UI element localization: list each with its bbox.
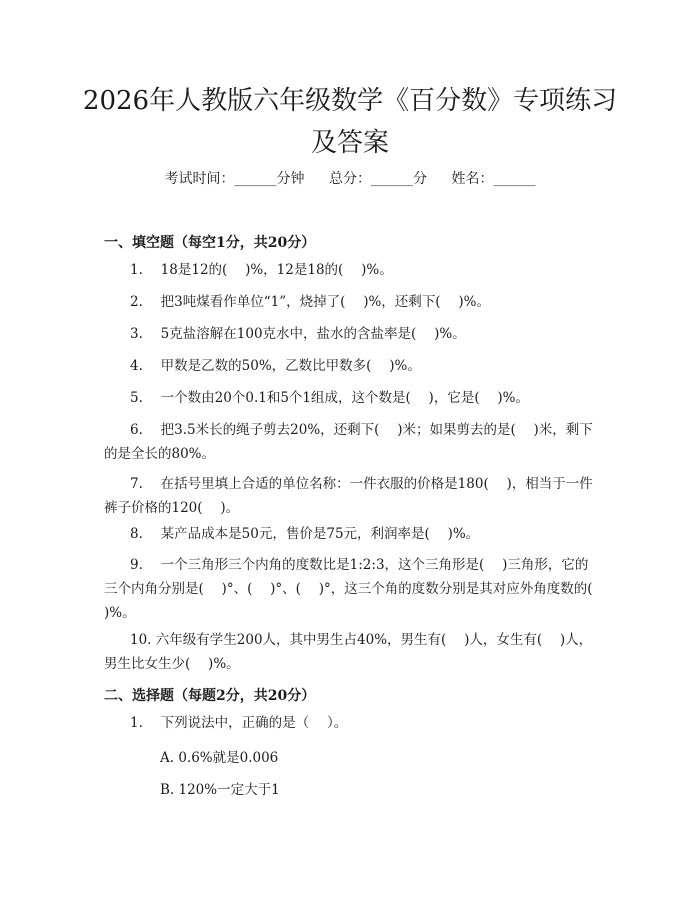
question-9: 9. 一个三角形三个内角的度数比是1:2:3，这个三角形是( )三角形，它的三个内角分别是( )°、( )°、( )°，这三个角的度数分别是其对应外角度数的( )%。 bbox=[104, 557, 611, 621]
exam-score: 总分：______分 bbox=[329, 171, 427, 187]
choice-option-a: A. 0.6%就是0.006 bbox=[160, 750, 279, 766]
question-5: 5. 一个数由20个0.1和5个1组成，这个数是( )，它是( )%。 bbox=[130, 390, 529, 406]
question-8: 8. 某产品成本是50元，售价是75元，利润率是( )%。 bbox=[130, 526, 480, 542]
question-4: 4. 甲数是乙数的50%，乙数比甲数多( )%。 bbox=[130, 358, 421, 374]
exam-time: 考试时间：______分钟 bbox=[164, 171, 305, 187]
question-10: 10. 六年级有学生200人，其中男生占40%，男生有( )人，女生有( )人，男生比女生少( )%。 bbox=[104, 632, 593, 672]
choice-option-b: B. 120%一定大于1 bbox=[160, 782, 280, 798]
question-1: 1. 18是12的( )%，12是18的( )%。 bbox=[130, 262, 393, 278]
choice-question-1: 1. 下列说法中，正确的是（ ）。 bbox=[130, 715, 348, 731]
document-title: 2026年人教版六年级数学《百分数》专项练习及答案 bbox=[82, 86, 618, 158]
question-6: 6. 把3.5米长的绳子剪去20%，还剩下( )米；如果剪去的是( )米，剩下的是全长的80%。 bbox=[104, 422, 593, 462]
question-2: 2. 把3吨煤看作单位“1”，烧掉了( )%，还剩下( )%。 bbox=[130, 294, 490, 310]
exam-meta bbox=[0, 168, 700, 188]
question-7: 7. 在括号里填上合适的单位名称：一件衣服的价格是180( )，相当于一件裤子价格的120( )。 bbox=[104, 476, 593, 516]
section-heading-fill-in: 一、填空题（每空1分，共20分） bbox=[104, 235, 316, 251]
section-heading-multiple-choice: 二、选择题（每题2分，共20分） bbox=[104, 688, 316, 704]
exam-name: 姓名：______ bbox=[451, 171, 536, 187]
question-3: 3. 5克盐溶解在100克水中，盐水的含盐率是( )%。 bbox=[130, 326, 466, 342]
